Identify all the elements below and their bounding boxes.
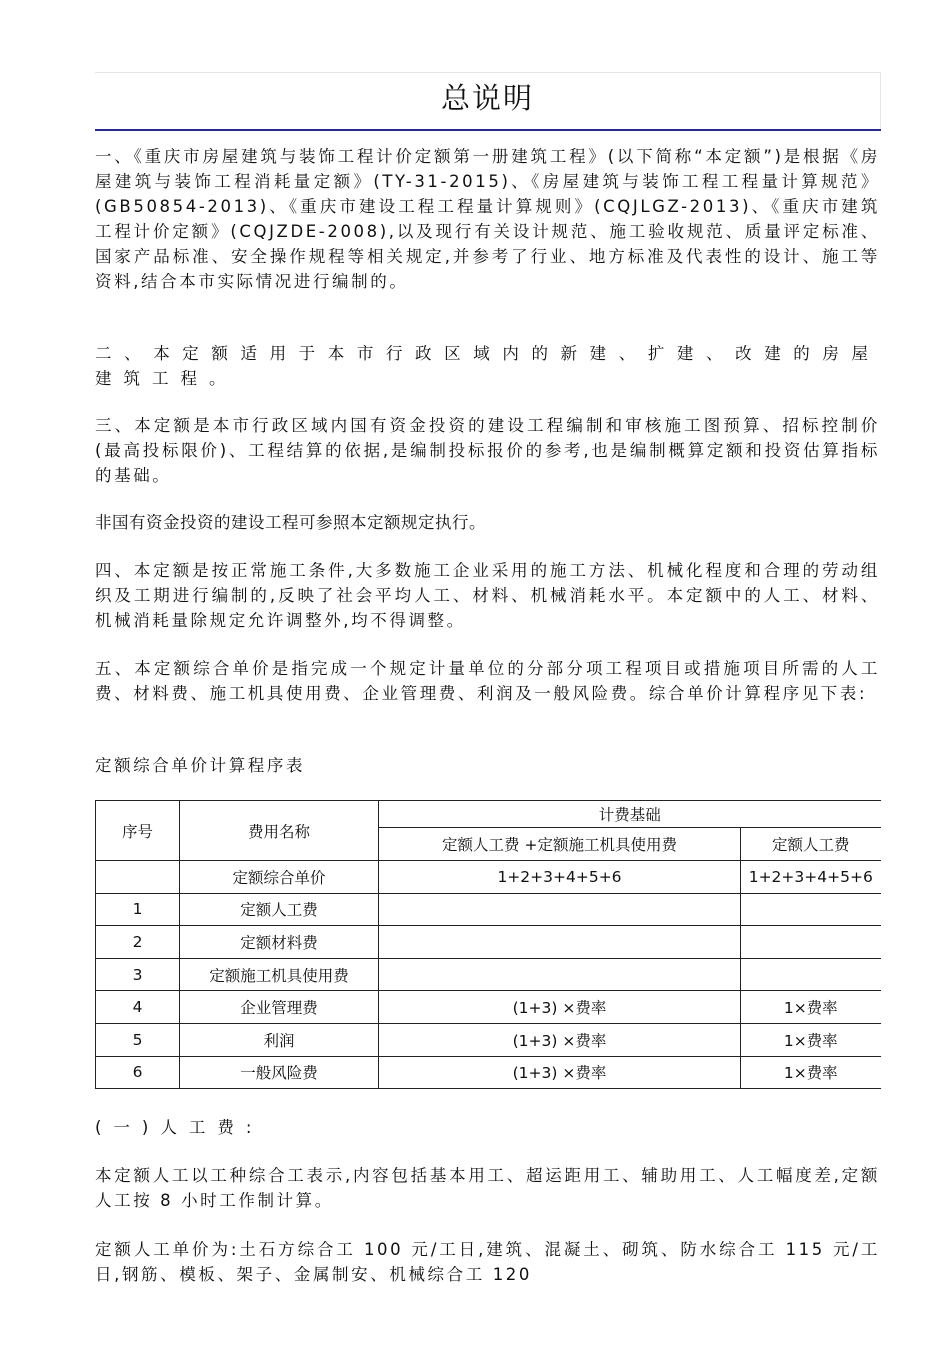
- table-row: [96, 1056, 881, 1089]
- table-row: [96, 861, 881, 894]
- table-header-row: [96, 801, 881, 828]
- paragraph-6: 五、本定额综合单价是指完成一个规定计量单位的分部分项工程项目或措施项目所需的人工费、材料费、施工机具使用费、企业管理费、利润及一般风险费。综合单价计算程序见下表:: [95, 659, 880, 703]
- table-row: [96, 958, 881, 991]
- cell-seq: 2: [96, 926, 180, 959]
- cell-seq: 3: [96, 958, 180, 991]
- table-row: [96, 926, 881, 959]
- table-row: [96, 893, 881, 926]
- cell-basis-b: 1×费率: [741, 1023, 881, 1056]
- cell-basis-b: [741, 926, 881, 959]
- paragraph-2: 二、本定额适用于本市行政区域内的新建、扩建、改建的房屋建筑工程。: [95, 344, 880, 388]
- cell-basis-a: [379, 893, 741, 926]
- cell-fee-name: 利润: [180, 1023, 379, 1056]
- header-calc-basis: 计费基础: [379, 801, 881, 828]
- cell-basis-a: (1+3) ×费率: [379, 1056, 741, 1089]
- table-row: [96, 991, 881, 1024]
- unit-price-calculation-table: [95, 800, 881, 1089]
- cell-basis-a: [379, 958, 741, 991]
- cell-fee-name: 一般风险费: [180, 1056, 379, 1089]
- cell-basis-a: 1+2+3+4+5+6: [379, 861, 741, 894]
- cell-basis-a: (1+3) ×费率: [379, 1023, 741, 1056]
- cell-basis-b: 1×费率: [741, 991, 881, 1024]
- cell-seq: 6: [96, 1056, 180, 1089]
- paragraph-labor-1: 本定额人工以工种综合工表示,内容包括基本用工、超运距用工、辅助用工、人工幅度差,定额人工按 8 小时工作制计算。: [95, 1166, 880, 1210]
- cell-seq: 1: [96, 893, 180, 926]
- cell-basis-b: 1×费率: [741, 1056, 881, 1089]
- cell-fee-name: 定额材料费: [180, 926, 379, 959]
- cell-fee-name: 定额综合单价: [180, 861, 379, 894]
- section-labor-heading: (一)人工费:: [95, 1118, 264, 1137]
- header-basis-labor-machine: 定额人工费 +定额施工机具使用费: [379, 828, 741, 861]
- cell-seq: [96, 861, 180, 894]
- paragraph-4: 非国有资金投资的建设工程可参照本定额规定执行。: [95, 513, 486, 532]
- paragraph-3: 三、本定额是本市行政区域内国有资金投资的建设工程编制和审核施工图预算、招标控制价(最高投标限价)、工程结算的依据,是编制投标报价的参考,也是编制概算定额和投资估算指标的基础。: [95, 416, 880, 485]
- document-title: 总说明: [440, 81, 534, 115]
- table-caption: 定额综合单价计算程序表: [95, 756, 306, 775]
- header-basis-labor: 定额人工费: [741, 828, 881, 861]
- cell-basis-b: [741, 893, 881, 926]
- paragraph-labor-2: 定额人工单价为:土石方综合工 100 元/工日,建筑、混凝土、砌筑、防水综合工 115 元/工日,钢筋、模板、架子、金属制安、机械综合工 120: [95, 1240, 880, 1284]
- header-fee-name: 费用名称: [180, 801, 379, 861]
- cell-seq: 4: [96, 991, 180, 1024]
- cell-basis-b: 1+2+3+4+5+6: [741, 861, 881, 894]
- cell-fee-name: 定额施工机具使用费: [180, 958, 379, 991]
- title-underline: [95, 129, 881, 131]
- cell-seq: 5: [96, 1023, 180, 1056]
- cell-fee-name: 企业管理费: [180, 991, 379, 1024]
- cell-basis-a: [379, 926, 741, 959]
- paragraph-5: 四、本定额是按正常施工条件,大多数施工企业采用的施工方法、机械化程度和合理的劳动组织及工期进行编制的,反映了社会平均人工、材料、机械消耗水平。本定额中的人工、材料、机械消耗量除规定允许调整外,均不得调整。: [95, 561, 880, 630]
- cell-basis-b: [741, 958, 881, 991]
- table-row: [96, 1023, 881, 1056]
- cell-fee-name: 定额人工费: [180, 893, 379, 926]
- header-seq: 序号: [96, 801, 180, 861]
- paragraph-1: 一、《重庆市房屋建筑与装饰工程计价定额第一册建筑工程》(以下简称“本定额”)是根据《房屋建筑与装饰工程消耗量定额》(TY-31-2015)、《房屋建筑与装饰工程工程量计算规范》(GB50854-2013)、《重庆市建设工程工程量计算规则》(CQJLGZ-2013)、《重庆市建筑工程计价定额》(CQJZDE-2008),以及现行有关设计规范、施工验收规范、质量评定标准、国家产品标准、安全操作规程等相关规定,并参考了行业、地方标准及代表性的设计、施工等资料,结合本市实际情况进行编制的。: [95, 147, 880, 291]
- cell-basis-a: (1+3) ×费率: [379, 991, 741, 1024]
